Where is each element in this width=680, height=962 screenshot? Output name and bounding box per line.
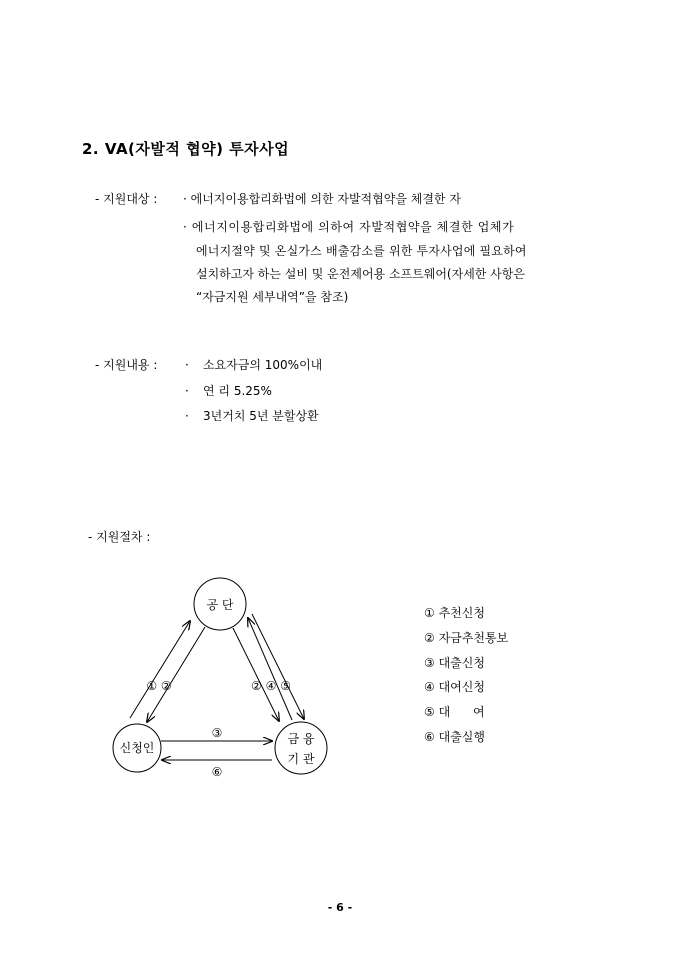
procedure-label: - 지원절차 :	[88, 530, 151, 544]
target-line: 설치하고자 하는 설비 및 운전제어용 소프트웨어(자세한 사항은	[196, 267, 525, 281]
target-line: · 에너지이용합리화법에 의한 자발적협약을 체결한 자	[183, 192, 461, 206]
arrow-agency-to-applicant	[147, 627, 205, 722]
content-item: 3년거치 5년 분할상환	[203, 409, 319, 423]
left-arrow-labels: ① ②	[146, 679, 172, 693]
agency-label: 공 단	[206, 598, 234, 612]
bottom-arrow-label-lower: ⑥	[211, 765, 223, 779]
target-line: “자금지원 세부내역”을 참조)	[196, 290, 349, 304]
bank-label-line2: 기 관	[287, 752, 315, 766]
arrow-agency-to-bank-2	[252, 614, 304, 719]
legend-item: ⑥ 대출실행	[424, 730, 485, 744]
target-line: · 에너지이용합리화법에 의하여 자발적협약을 체결한 업체가	[183, 220, 515, 234]
legend-item: ② 자금추천통보	[424, 631, 509, 645]
content-label: - 지원내용 :	[95, 358, 158, 372]
bank-label-line1: 금 융	[287, 732, 315, 746]
legend-item: ⑤ 대 여	[424, 705, 485, 719]
page-number: - 6 -	[327, 901, 353, 914]
bank-node	[275, 722, 327, 774]
bullet: ·	[185, 409, 189, 423]
applicant-label: 신청인	[119, 741, 155, 755]
arrow-applicant-to-agency	[130, 621, 190, 718]
bullet: ·	[185, 358, 189, 372]
right-arrow-labels: ② ④ ⑤	[251, 679, 291, 693]
bullet: ·	[185, 384, 189, 398]
target-line: 에너지절약 및 온실가스 배출감소를 위한 투자사업에 필요하여	[196, 244, 527, 258]
content-item: 연 리 5.25%	[203, 384, 272, 398]
content-item: 소요자금의 100%이내	[203, 358, 323, 372]
section-title: 2. VA(자발적 협약) 투자사업	[82, 140, 290, 158]
legend-item: ④ 대여신청	[424, 680, 485, 694]
legend-item: ③ 대출신청	[424, 656, 485, 670]
target-label: - 지원대상 :	[95, 192, 158, 206]
bottom-arrow-label-upper: ③	[211, 726, 223, 740]
legend-item: ① 추천신청	[424, 606, 485, 620]
arrow-bank-to-agency	[248, 618, 292, 720]
